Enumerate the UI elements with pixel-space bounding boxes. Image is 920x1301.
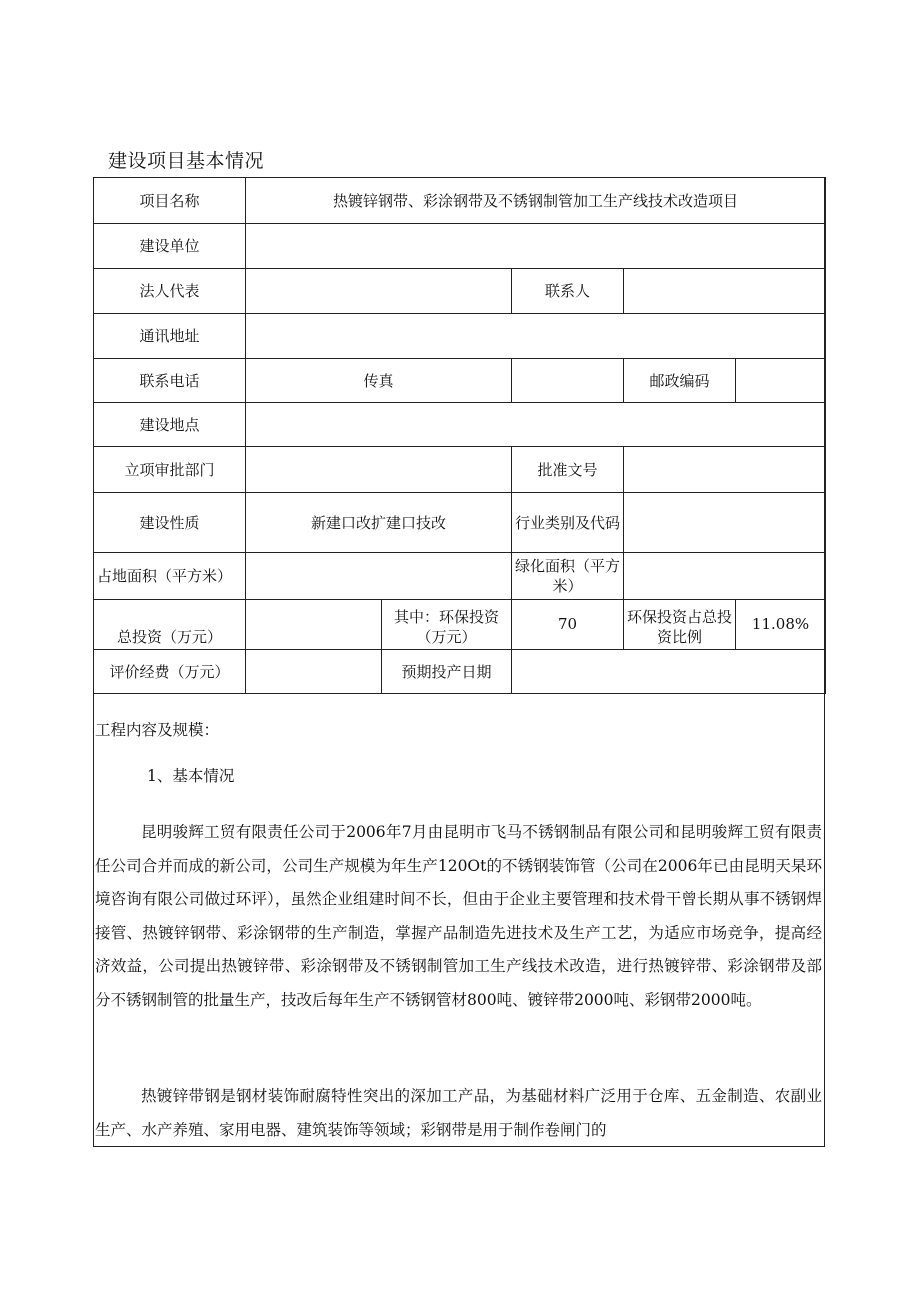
build-unit-label: 建设单位 (94, 224, 246, 269)
address-value (246, 314, 826, 359)
contact-label: 联系人 (512, 269, 624, 314)
location-label: 建设地点 (94, 403, 246, 447)
total-invest-label: 总投资（万元） (94, 600, 246, 650)
paragraph-1: 昆明骏辉工贸有限责任公司于2006年7月由昆明市飞马不锈钢制品有限公司和昆明骏辉工贸有限责任公司合并而成的新公司，公司生产规模为年生产120Ot的不锈钢装饰管（公司在2006年已由昆明天杲环境咨询有限公司做过环评），虽然企业组建时间不长，但由于企业主要管理和技术骨干曾长期从事不锈钢焊接管、热镀锌钢带、彩涂钢带的生产制造，掌握产品制造先进技术及生产工艺，为适应市场竞争，提高经济效益，公司提出热镀锌带、彩涂钢带及不锈钢制管加工生产线技术改造，进行热镀锌带、彩涂钢带及部分不锈钢制管的批量生产，技改后每年生产不锈钢管材800吨、镀锌带2000吨、彩钢带2000吨。 (95, 823, 822, 1009)
env-ratio-value: 11.08% (736, 600, 826, 650)
fax-value (512, 359, 624, 403)
env-ratio-label: 环保投资占总投资比例 (624, 600, 736, 650)
postcode-label: 邮政编码 (624, 359, 736, 403)
legal-rep-value (246, 269, 512, 314)
row-approval (94, 447, 826, 493)
green-area-value (624, 553, 826, 600)
phone-label: 联系电话 (94, 359, 246, 403)
section-title: 工程内容及规模： (95, 721, 220, 739)
row-nature (94, 493, 826, 553)
contact-value (624, 269, 826, 314)
approval-no-label: 批准文号 (512, 447, 624, 493)
green-area-label: 绿化面积（平方米） (512, 553, 624, 600)
row-legal-rep (94, 269, 826, 314)
eval-fee-label: 评价经费（万元） (94, 650, 246, 694)
area-value (246, 553, 512, 600)
row-project-name (94, 178, 826, 224)
project-name-label: 项目名称 (94, 178, 246, 224)
postcode-value (736, 359, 826, 403)
start-date-value (512, 650, 826, 694)
project-info-table (93, 177, 826, 694)
approval-dept-label: 立项审批部门 (94, 447, 246, 493)
approval-dept-value (246, 447, 512, 493)
project-name-value: 热镀锌钢带、彩涂钢带及不锈钢制管加工生产线技术改造项目 (246, 178, 826, 224)
row-area (94, 553, 826, 600)
eval-fee-value (246, 650, 382, 694)
approval-no-value (624, 447, 826, 493)
env-invest-value: 70 (512, 600, 624, 650)
row-phone (94, 359, 826, 403)
row-address (94, 314, 826, 359)
location-value (246, 403, 826, 447)
legal-rep-label: 法人代表 (94, 269, 246, 314)
industry-label: 行业类别及代码 (512, 493, 624, 553)
fax-label: 传真 (246, 359, 512, 403)
address-label: 通讯地址 (94, 314, 246, 359)
subsection-title: 1、基本情况 (147, 767, 235, 785)
row-investment (94, 600, 826, 650)
env-invest-label: 其中：环保投资（万元） (382, 600, 512, 650)
row-location (94, 403, 826, 447)
area-label: 占地面积（平方米） (94, 553, 246, 600)
build-unit-value (246, 224, 826, 269)
paragraph-2: 热镀锌带钢是钢材装饰耐腐特性突出的深加工产品，为基础材料广泛用于仓库、五金制造、农副业生产、水产养殖、家用电器、建筑装饰等领域；彩钢带是用于制作卷闸门的 (95, 1087, 822, 1139)
total-invest-value (246, 600, 382, 650)
start-date-label: 预期投产日期 (382, 650, 512, 694)
row-build-unit (94, 224, 826, 269)
nature-value: 新建口改扩建口技改 (246, 493, 512, 553)
nature-label: 建设性质 (94, 493, 246, 553)
industry-value (624, 493, 826, 553)
row-eval-fee (94, 650, 826, 694)
page-title: 建设项目基本情况 (108, 150, 265, 172)
